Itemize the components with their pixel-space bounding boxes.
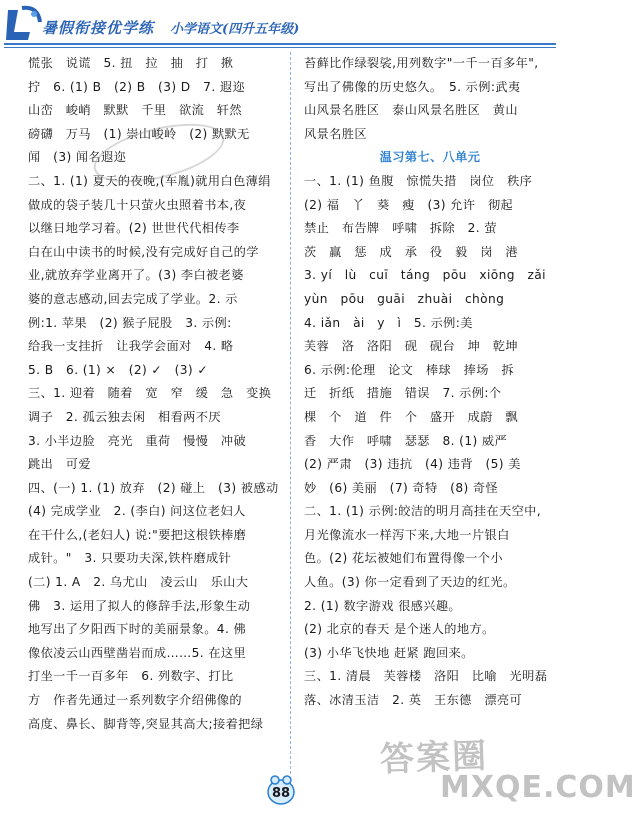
answer-line: 落、冰清玉洁 2. 英 王东德 漂亮可 [304, 693, 523, 708]
answer-line: 四、(一) 1. (1) 放弃 (2) 碰上 (3) 被感动 [28, 480, 279, 495]
answer-line: 禁止 布告牌 呼啸 拆除 2. 萤 [304, 221, 497, 236]
answer-line: 4. iǎn ài y ì 5. 示例:美 [304, 315, 473, 330]
subject-title: 小学语文(四升五年级) [170, 22, 300, 37]
answer-line: 迁 折纸 措施 错误 7. 示例:个 [304, 386, 502, 401]
answer-line: 月光像流水一样泻下来,大地一片银白 [304, 527, 510, 542]
answer-line: 闻 (3) 闻名遐迩 [28, 150, 127, 165]
answer-line: 给我一支挂折 让我学会面对 4. 略 [28, 339, 234, 354]
answer-line: 拧 6. (1) B (2) B (3) D 7. 遐迩 [28, 79, 246, 94]
answer-line: 磅礴 万马 (1) 崇山峻岭 (2) 默默无 [28, 126, 250, 141]
answer-line: 5. B 6. (1) × (2) ✓ (3) ✓ [28, 362, 208, 377]
answer-line: 业,就放弃学业离开了。(3) 李白被老婆 [28, 268, 244, 283]
answer-line: 婆的意志感动,回去完成了学业。2. 示 [28, 291, 238, 306]
page-number-badge [265, 772, 297, 806]
answer-line: 苔藓比作绿裂裟,用列数字"一千一百多年", [304, 56, 539, 70]
answer-line: 3. 小半边脸 亮光 重荷 慢慢 冲破 [28, 433, 247, 448]
answer-line: 6. 示例:伦理 论文 棒球 捧场 拆 [304, 362, 515, 377]
answer-line: 跳出 可爱 [28, 457, 91, 472]
answer-line: 2. (1) 数字游戏 很感兴趣。 [304, 598, 462, 613]
answer-line: (2) 北京的春天 是个迷人的地方。 [304, 622, 495, 637]
answer-line: 地写出了夕阳西下时的美丽景象。4. 佛 [28, 622, 247, 637]
answer-line: (3) 小华飞快地 赶紧 跑回来。 [304, 645, 474, 660]
answer-line: 打坐一千一百多年 6. 列数字、打比 [28, 669, 234, 684]
page-number: 88 [271, 786, 291, 801]
logo-icon [4, 2, 44, 46]
header-rule-thin [4, 47, 556, 48]
answer-line: (2) 严肃 (3) 违抗 (4) 违背 (5) 美 [304, 457, 521, 472]
header-rule [4, 43, 556, 45]
answer-line: 棵 个 道 件 个 盛开 成蔚 飘 [304, 409, 518, 424]
answer-line: 山峦 峻峭 默默 千里 欲流 轩然 [28, 103, 242, 118]
answer-line: (2) 福 丫 葵 瘦 (3) 允许 彻起 [304, 197, 514, 212]
answer-line: 以继日地学习着。(2) 世世代代相传李 [28, 221, 240, 236]
answer-line: 例:1. 苹果 (2) 猴子屁股 3. 示例: [28, 315, 232, 330]
answer-line: 色。(2) 花坛被她们布置得像一个小 [304, 551, 503, 566]
answer-line: 茨 赢 惩 成 承 役 毅 岗 港 [304, 244, 518, 259]
answer-line: 三、1. 迎着 随着 宽 窄 缓 急 变换 [28, 386, 272, 401]
answer-line: 方 作者先通过一系列数字介绍佛像的 [28, 693, 242, 708]
answer-line: yùn pōu guāi zhuài chòng [304, 291, 505, 306]
answer-line: 在干什么,(老妇人) 说:"要把这根铁棒磨 [28, 527, 247, 542]
watermark-text: 答案圈 [379, 736, 489, 780]
answer-line: 一、1. (1) 鱼腹 惊慌失措 岗位 秩序 [304, 173, 533, 188]
answer-line: 佛 3. 运用了拟人的修辞手法,形象生动 [28, 598, 251, 613]
right-column [304, 52, 556, 713]
series-title: 暑假衔接优学练 [42, 19, 155, 37]
answer-line: (二) 1. A 2. 乌尤山 凌云山 乐山大 [28, 575, 249, 590]
answer-line: 二、1. (1) 示例:皎洁的明月高挂在天空中, [304, 504, 542, 519]
answer-line: 三、1. 清晨 芙蓉楼 洛阳 比喻 光明磊 [304, 669, 548, 684]
answer-line: 芙蓉 洛 洛阳 砚 砚台 坤 乾坤 [304, 339, 518, 354]
answer-line: 慌张 说谎 5. 扭 拉 抽 打 揪 [28, 56, 234, 70]
answer-line: 山风景名胜区 泰山风景名胜区 黄山 [304, 103, 518, 118]
answer-line: 3. yí lù cuī táng pōu xiōng zǎi [304, 268, 546, 283]
answer-line: 妙 (6) 美丽 (7) 奇特 (8) 奇怪 [304, 480, 499, 495]
answer-line: (4) 完成学业 2. (李白) 问这位老妇人 [28, 504, 246, 519]
answer-line: 香 大作 呼啸 瑟瑟 8. (1) 威严 [304, 433, 508, 448]
answer-line: 做成的袋子装几十只萤火虫照着书本,夜 [28, 197, 247, 212]
answer-line: 成针。" 3. 只要功夫深,铁杵磨成针 [28, 551, 232, 566]
answer-line: 高度、鼻长、脚背等,突显其高大;接着把绿 [28, 716, 264, 731]
answer-line: 白在山中读书的时候,没有完成好自己的学 [28, 244, 259, 259]
answer-line: 写出了佛像的历史悠久。 5. 示例:武夷 [304, 79, 521, 94]
page-header [0, 0, 560, 46]
answer-line: 像依凌云山西壁凿岩而成……5. 在这里 [28, 645, 247, 660]
answer-line: 调子 2. 孤云独去闲 相看两不厌 [28, 409, 221, 424]
watermark-url: MXQE.COM [440, 770, 636, 805]
answer-line: 人鱼。(3) 你一定看到了天边的红光。 [304, 575, 516, 590]
answer-line: 二、1. (1) 夏天的夜晚,(车胤)就用白色薄绢 [28, 173, 271, 188]
answer-line: 风景名胜区 [304, 126, 367, 141]
section-heading: 温习第七、八单元 [379, 150, 481, 165]
column-divider [290, 52, 291, 774]
